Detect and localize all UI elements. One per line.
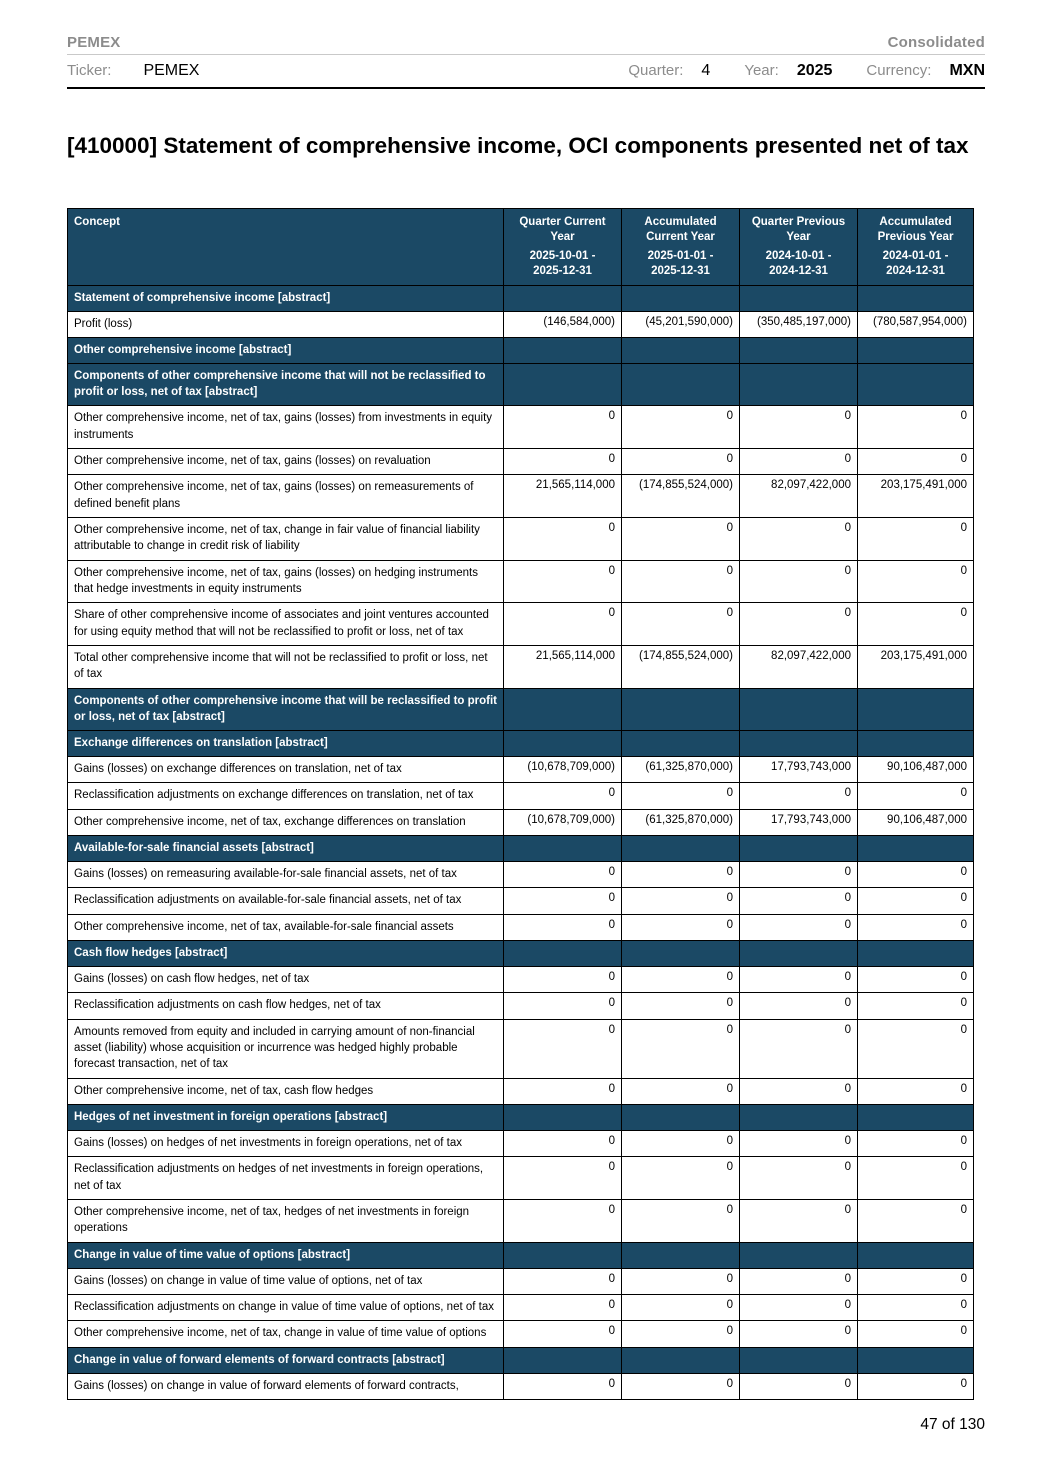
column-date-range: 2024-10-01 - 2024-12-31 <box>765 249 832 277</box>
value-cell: 0 <box>740 406 858 449</box>
section-empty-cell <box>622 730 740 756</box>
value-cell: 0 <box>622 993 740 1019</box>
section-empty-cell <box>740 1105 858 1131</box>
section-empty-cell <box>622 835 740 861</box>
value-cell: 0 <box>740 1295 858 1321</box>
value-cell: 0 <box>740 1373 858 1399</box>
value-cell: (10,678,709,000) <box>504 756 622 782</box>
value-cell: 0 <box>504 967 622 993</box>
value-cell: 0 <box>858 1268 974 1294</box>
section-row <box>68 688 974 730</box>
value-cell: 0 <box>504 406 622 449</box>
table-row <box>68 1157 974 1200</box>
value-cell: 0 <box>622 783 740 809</box>
section-row <box>68 285 974 311</box>
section-empty-cell <box>740 364 858 406</box>
value-cell: 0 <box>740 1200 858 1243</box>
table-row <box>68 645 974 688</box>
concept-cell: Gains (losses) on hedges of net investments in foreign operations, net of tax <box>68 1131 504 1157</box>
value-cell: 0 <box>740 888 858 914</box>
value-cell: 21,565,114,000 <box>504 475 622 518</box>
value-cell: 0 <box>740 861 858 887</box>
value-cell: 82,097,422,000 <box>740 645 858 688</box>
table-row <box>68 888 974 914</box>
value-cell: 0 <box>740 914 858 940</box>
value-cell: 0 <box>858 861 974 887</box>
section-empty-cell <box>622 688 740 730</box>
column-date-range: 2024-01-01 - 2024-12-31 <box>882 249 949 277</box>
value-cell: 0 <box>858 993 974 1019</box>
value-cell: 0 <box>504 603 622 646</box>
value-cell: 0 <box>622 861 740 887</box>
table-row <box>68 517 974 560</box>
section-empty-cell <box>622 940 740 966</box>
section-row <box>68 1347 974 1373</box>
value-cell: 0 <box>504 1157 622 1200</box>
value-cell: 0 <box>504 1373 622 1399</box>
value-cell: 0 <box>858 1295 974 1321</box>
table-row <box>68 914 974 940</box>
concept-cell: Other comprehensive income, net of tax, hedges of net investments in foreign operations <box>68 1200 504 1243</box>
section-empty-cell <box>622 364 740 406</box>
section-title: Cash flow hedges [abstract] <box>68 940 504 966</box>
section-empty-cell <box>858 1105 974 1131</box>
value-cell: 0 <box>858 1157 974 1200</box>
concept-cell: Share of other comprehensive income of associates and joint ventures accounted for using equity method that will not be reclassified to profit or loss, net of tax <box>68 603 504 646</box>
section-empty-cell <box>504 730 622 756</box>
value-cell: 0 <box>622 967 740 993</box>
section-row <box>68 1105 974 1131</box>
ticker-value: PEMEX <box>143 62 200 79</box>
value-cell: 203,175,491,000 <box>858 475 974 518</box>
column-date-range: 2025-10-01 - 2025-12-31 <box>529 249 596 277</box>
section-empty-cell <box>740 338 858 364</box>
concept-cell: Total other comprehensive income that will not be reclassified to profit or loss, net of tax <box>68 645 504 688</box>
concept-cell: Gains (losses) on cash flow hedges, net of tax <box>68 967 504 993</box>
table-row <box>68 1321 974 1347</box>
table-row <box>68 1131 974 1157</box>
value-cell: 0 <box>622 1078 740 1104</box>
value-cell: 0 <box>740 1019 858 1078</box>
quarter-value: 4 <box>701 62 711 79</box>
value-cell: (61,325,870,000) <box>622 809 740 835</box>
section-empty-cell <box>504 1242 622 1268</box>
column-header-accumulated-previous-year <box>858 208 974 285</box>
value-cell: 0 <box>740 603 858 646</box>
section-empty-cell <box>858 730 974 756</box>
currency-label: Currency: <box>866 62 932 79</box>
ticker-label: Ticker: <box>67 62 112 79</box>
concept-cell: Gains (losses) on exchange differences on translation, net of tax <box>68 756 504 782</box>
concept-cell: Other comprehensive income, net of tax, change in value of time value of options <box>68 1321 504 1347</box>
column-header-quarter-previous-year <box>740 208 858 285</box>
column-label: Accumulated Previous Year <box>877 215 954 243</box>
section-row <box>68 940 974 966</box>
concept-cell: Other comprehensive income, net of tax, exchange differences on translation <box>68 809 504 835</box>
value-cell: 0 <box>858 967 974 993</box>
value-cell: 0 <box>858 914 974 940</box>
section-title: Change in value of time value of options [abstract] <box>68 1242 504 1268</box>
value-cell: 0 <box>504 1268 622 1294</box>
table-row <box>68 1268 974 1294</box>
value-cell: 0 <box>858 1321 974 1347</box>
section-title: Hedges of net investment in foreign operations [abstract] <box>68 1105 504 1131</box>
table-row <box>68 448 974 474</box>
value-cell: 0 <box>858 1200 974 1243</box>
value-cell: (61,325,870,000) <box>622 756 740 782</box>
concept-cell: Gains (losses) on remeasuring available-for-sale financial assets, net of tax <box>68 861 504 887</box>
section-empty-cell <box>740 835 858 861</box>
value-cell: (146,584,000) <box>504 311 622 337</box>
section-empty-cell <box>504 285 622 311</box>
table-row <box>68 1078 974 1104</box>
period-group <box>628 62 985 80</box>
value-cell: 0 <box>622 1373 740 1399</box>
table-header-row <box>68 208 974 285</box>
value-cell: 0 <box>504 448 622 474</box>
value-cell: 0 <box>622 517 740 560</box>
value-cell: 0 <box>858 517 974 560</box>
section-title: Exchange differences on translation [abstract] <box>68 730 504 756</box>
section-empty-cell <box>504 940 622 966</box>
value-cell: 0 <box>504 914 622 940</box>
section-title: Components of other comprehensive income that will be reclassified to profit or loss, net of tax [abstract] <box>68 688 504 730</box>
table-row <box>68 993 974 1019</box>
concept-cell: Reclassification adjustments on cash flow hedges, net of tax <box>68 993 504 1019</box>
value-cell: 90,106,487,000 <box>858 809 974 835</box>
document-meta-bar <box>67 55 985 89</box>
value-cell: 0 <box>504 1200 622 1243</box>
value-cell: 0 <box>622 914 740 940</box>
concept-cell: Other comprehensive income, net of tax, cash flow hedges <box>68 1078 504 1104</box>
value-cell: 0 <box>858 888 974 914</box>
year-label: Year: <box>744 62 779 79</box>
concept-cell: Profit (loss) <box>68 311 504 337</box>
value-cell: 0 <box>504 1321 622 1347</box>
value-cell: 0 <box>622 1268 740 1294</box>
section-empty-cell <box>504 338 622 364</box>
section-empty-cell <box>504 835 622 861</box>
value-cell: 0 <box>858 783 974 809</box>
value-cell: 0 <box>858 1078 974 1104</box>
value-cell: (174,855,524,000) <box>622 645 740 688</box>
value-cell: 0 <box>622 888 740 914</box>
section-empty-cell <box>858 364 974 406</box>
value-cell: 0 <box>622 560 740 603</box>
value-cell: (45,201,590,000) <box>622 311 740 337</box>
value-cell: (780,587,954,000) <box>858 311 974 337</box>
concept-cell: Other comprehensive income, net of tax, available-for-sale financial assets <box>68 914 504 940</box>
value-cell: (174,855,524,000) <box>622 475 740 518</box>
column-label: Quarter Current Year <box>519 215 606 243</box>
page-number: 47 of 130 <box>920 1416 985 1434</box>
value-cell: 0 <box>504 1131 622 1157</box>
table-row <box>68 861 974 887</box>
table-row <box>68 1373 974 1399</box>
concept-cell: Reclassification adjustments on available-for-sale financial assets, net of tax <box>68 888 504 914</box>
concept-column-label: Concept <box>74 215 120 228</box>
value-cell: 0 <box>622 448 740 474</box>
value-cell: 0 <box>504 1019 622 1078</box>
section-title: Components of other comprehensive income that will not be reclassified to profit or loss, net of tax [abstract] <box>68 364 504 406</box>
value-cell: 0 <box>740 448 858 474</box>
table-row <box>68 475 974 518</box>
value-cell: 0 <box>858 1131 974 1157</box>
concept-cell: Reclassification adjustments on change in value of time value of options, net of tax <box>68 1295 504 1321</box>
value-cell: 0 <box>740 1268 858 1294</box>
value-cell: 0 <box>740 1157 858 1200</box>
company-name: PEMEX <box>67 34 121 51</box>
table-row <box>68 603 974 646</box>
concept-cell: Reclassification adjustments on exchange differences on translation, net of tax <box>68 783 504 809</box>
value-cell: 0 <box>504 888 622 914</box>
document-header <box>67 34 985 55</box>
value-cell: 0 <box>622 1200 740 1243</box>
table-row <box>68 809 974 835</box>
value-cell: 0 <box>622 1295 740 1321</box>
table-row <box>68 560 974 603</box>
value-cell: 0 <box>740 993 858 1019</box>
concept-cell: Reclassification adjustments on hedges of net investments in foreign operations, net of tax <box>68 1157 504 1200</box>
concept-cell: Other comprehensive income, net of tax, gains (losses) on hedging instruments that hedge investments in equity instruments <box>68 560 504 603</box>
column-label: Accumulated Current Year <box>644 215 717 243</box>
concept-cell: Other comprehensive income, net of tax, gains (losses) on revaluation <box>68 448 504 474</box>
section-empty-cell <box>858 835 974 861</box>
value-cell: 0 <box>504 560 622 603</box>
value-cell: 0 <box>622 1157 740 1200</box>
concept-cell: Other comprehensive income, net of tax, gains (losses) on remeasurements of defined benefit plans <box>68 475 504 518</box>
quarter-label: Quarter: <box>628 62 684 79</box>
section-title: Other comprehensive income [abstract] <box>68 338 504 364</box>
table-row <box>68 783 974 809</box>
value-cell: 0 <box>504 861 622 887</box>
concept-cell: Amounts removed from equity and included in carrying amount of non-financial asset (liability) whose acquisition or incurrence was hedged highly probable forecast transaction, net of tax <box>68 1019 504 1078</box>
value-cell: 0 <box>858 1019 974 1078</box>
currency-value: MXN <box>949 62 985 79</box>
value-cell: 0 <box>740 517 858 560</box>
value-cell: 17,793,743,000 <box>740 809 858 835</box>
section-empty-cell <box>504 364 622 406</box>
table-row <box>68 1295 974 1321</box>
value-cell: 0 <box>740 1321 858 1347</box>
section-empty-cell <box>504 1347 622 1373</box>
value-cell: 0 <box>858 406 974 449</box>
section-title: Change in value of forward elements of forward contracts [abstract] <box>68 1347 504 1373</box>
value-cell: 0 <box>858 1373 974 1399</box>
column-date-range: 2025-01-01 - 2025-12-31 <box>647 249 714 277</box>
value-cell: 0 <box>504 1295 622 1321</box>
value-cell: 0 <box>622 603 740 646</box>
page-title: [410000] Statement of comprehensive income, OCI components presented net of tax <box>67 133 969 158</box>
value-cell: 0 <box>622 1019 740 1078</box>
section-empty-cell <box>858 285 974 311</box>
value-cell: 0 <box>504 517 622 560</box>
value-cell: (10,678,709,000) <box>504 809 622 835</box>
value-cell: 0 <box>858 603 974 646</box>
value-cell: 0 <box>740 1131 858 1157</box>
concept-cell: Other comprehensive income, net of tax, change in fair value of financial liability attributable to change in credit risk of liability <box>68 517 504 560</box>
value-cell: 0 <box>622 406 740 449</box>
concept-cell: Gains (losses) on change in value of time value of options, net of tax <box>68 1268 504 1294</box>
year-value: 2025 <box>796 62 833 79</box>
concept-cell: Gains (losses) on change in value of forward elements of forward contracts, <box>68 1373 504 1399</box>
section-row <box>68 1242 974 1268</box>
table-row <box>68 1200 974 1243</box>
value-cell: 0 <box>740 783 858 809</box>
column-header-quarter-current-year <box>504 208 622 285</box>
table-row <box>68 967 974 993</box>
value-cell: 0 <box>740 1078 858 1104</box>
value-cell: 0 <box>740 967 858 993</box>
value-cell: 82,097,422,000 <box>740 475 858 518</box>
value-cell: (350,485,197,000) <box>740 311 858 337</box>
report-type: Consolidated <box>887 34 985 51</box>
section-row <box>68 730 974 756</box>
section-title: Statement of comprehensive income [abstract] <box>68 285 504 311</box>
section-row <box>68 835 974 861</box>
oci-statement-table <box>67 208 974 1400</box>
value-cell: 0 <box>858 448 974 474</box>
section-empty-cell <box>858 338 974 364</box>
section-empty-cell <box>622 338 740 364</box>
section-empty-cell <box>622 1242 740 1268</box>
ticker-group <box>67 62 199 80</box>
section-title: Available-for-sale financial assets [abstract] <box>68 835 504 861</box>
table-row <box>68 311 974 337</box>
table-row <box>68 406 974 449</box>
section-row <box>68 338 974 364</box>
value-cell: 203,175,491,000 <box>858 645 974 688</box>
value-cell: 17,793,743,000 <box>740 756 858 782</box>
section-empty-cell <box>622 1347 740 1373</box>
value-cell: 0 <box>504 783 622 809</box>
value-cell: 0 <box>858 560 974 603</box>
section-empty-cell <box>740 688 858 730</box>
table-row <box>68 1019 974 1078</box>
section-empty-cell <box>740 730 858 756</box>
section-empty-cell <box>622 1105 740 1131</box>
value-cell: 0 <box>740 560 858 603</box>
section-empty-cell <box>858 688 974 730</box>
column-header-concept <box>68 208 504 285</box>
section-empty-cell <box>740 1347 858 1373</box>
section-empty-cell <box>740 940 858 966</box>
column-label: Quarter Previous Year <box>751 215 846 243</box>
section-empty-cell <box>858 1347 974 1373</box>
value-cell: 0 <box>622 1321 740 1347</box>
concept-cell: Other comprehensive income, net of tax, gains (losses) from investments in equity instruments <box>68 406 504 449</box>
section-empty-cell <box>858 940 974 966</box>
table-body <box>68 285 974 1400</box>
column-header-accumulated-current-year <box>622 208 740 285</box>
section-empty-cell <box>504 1105 622 1131</box>
value-cell: 0 <box>622 1131 740 1157</box>
section-empty-cell <box>858 1242 974 1268</box>
section-empty-cell <box>504 688 622 730</box>
section-empty-cell <box>740 1242 858 1268</box>
section-row <box>68 364 974 406</box>
table-row <box>68 756 974 782</box>
value-cell: 0 <box>504 1078 622 1104</box>
value-cell: 21,565,114,000 <box>504 645 622 688</box>
section-empty-cell <box>740 285 858 311</box>
section-empty-cell <box>622 285 740 311</box>
value-cell: 90,106,487,000 <box>858 756 974 782</box>
value-cell: 0 <box>504 993 622 1019</box>
